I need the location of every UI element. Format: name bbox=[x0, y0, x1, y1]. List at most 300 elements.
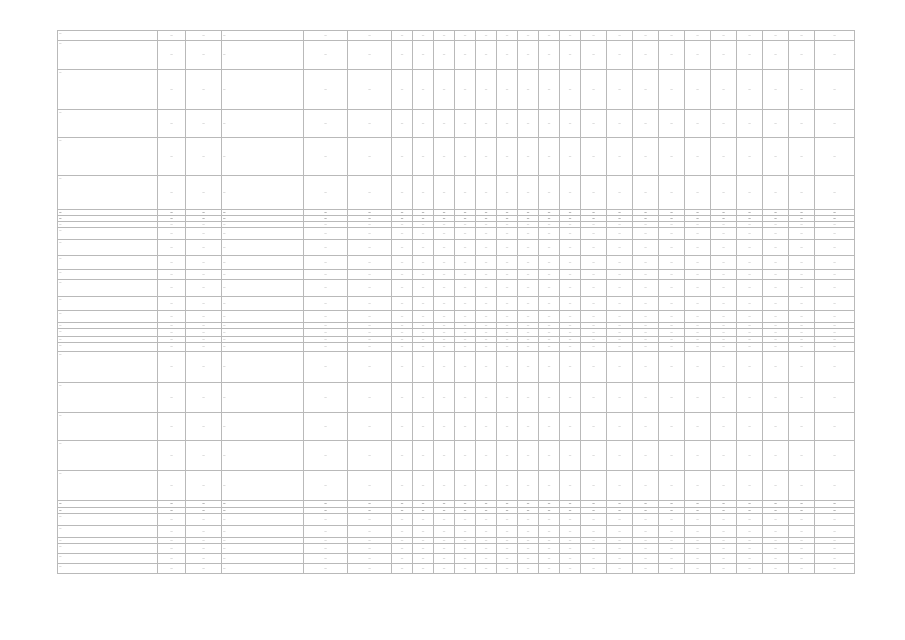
table-cell: — bbox=[186, 216, 222, 222]
table-cell: — bbox=[434, 222, 455, 228]
table-cell: — bbox=[815, 297, 855, 311]
table-cell: — bbox=[58, 514, 158, 526]
table-cell: — bbox=[158, 441, 186, 471]
table-cell: — bbox=[304, 323, 348, 329]
table-cell: — bbox=[518, 501, 539, 508]
table-cell: — bbox=[581, 31, 607, 41]
table-cell: — bbox=[539, 343, 560, 352]
table-cell: — bbox=[815, 471, 855, 501]
table-cell: — bbox=[815, 352, 855, 383]
table-cell: — bbox=[560, 337, 581, 343]
table-cell: — bbox=[685, 538, 711, 544]
table-cell: — bbox=[607, 554, 633, 564]
table-cell: — bbox=[737, 70, 763, 110]
data-table bbox=[57, 30, 855, 574]
table-cell: — bbox=[392, 176, 413, 210]
table-cell: — bbox=[497, 383, 518, 413]
table-cell: — bbox=[711, 70, 737, 110]
table-row bbox=[58, 544, 855, 554]
table-cell: — bbox=[158, 501, 186, 508]
table-cell: — bbox=[539, 138, 560, 176]
table-cell: — bbox=[560, 222, 581, 228]
table-cell: — bbox=[392, 554, 413, 564]
table-cell: — bbox=[413, 508, 434, 514]
table-cell: — bbox=[158, 337, 186, 343]
table-cell: — bbox=[539, 110, 560, 138]
table-cell: — bbox=[58, 441, 158, 471]
table-cell: — bbox=[789, 280, 815, 297]
table-cell: — bbox=[434, 329, 455, 337]
table-cell: — bbox=[434, 210, 455, 216]
table-cell: — bbox=[58, 210, 158, 216]
table-cell: — bbox=[581, 138, 607, 176]
table-cell: — bbox=[711, 538, 737, 544]
table-cell: — bbox=[685, 228, 711, 240]
table-cell: — bbox=[392, 41, 413, 70]
table-cell: — bbox=[711, 337, 737, 343]
table-cell: — bbox=[58, 240, 158, 256]
table-cell: — bbox=[186, 138, 222, 176]
table-cell: — bbox=[348, 222, 392, 228]
table-cell: — bbox=[560, 329, 581, 337]
table-cell: — bbox=[392, 323, 413, 329]
table-cell: — bbox=[392, 441, 413, 471]
table-cell: — bbox=[413, 228, 434, 240]
table-cell: — bbox=[607, 297, 633, 311]
table-cell: — bbox=[518, 564, 539, 574]
table-cell: — bbox=[392, 526, 413, 538]
table-cell: — bbox=[158, 110, 186, 138]
table-cell: — bbox=[815, 526, 855, 538]
table-cell: — bbox=[633, 329, 659, 337]
table-cell: — bbox=[497, 526, 518, 538]
table-cell: — bbox=[815, 256, 855, 270]
table-cell: — bbox=[455, 222, 476, 228]
table-cell: — bbox=[348, 352, 392, 383]
table-cell: — bbox=[455, 526, 476, 538]
table-cell: — bbox=[476, 216, 497, 222]
table-cell: — bbox=[304, 337, 348, 343]
table-cell: — bbox=[518, 323, 539, 329]
table-cell: — bbox=[413, 138, 434, 176]
table-cell: — bbox=[455, 110, 476, 138]
table-cell: — bbox=[304, 514, 348, 526]
table-cell: — bbox=[711, 41, 737, 70]
table-cell: — bbox=[815, 343, 855, 352]
table-cell: — bbox=[560, 343, 581, 352]
table-cell: — bbox=[539, 383, 560, 413]
table-row bbox=[58, 501, 855, 508]
table-cell: — bbox=[348, 538, 392, 544]
table-cell: — bbox=[158, 514, 186, 526]
table-cell: — bbox=[789, 256, 815, 270]
table-cell: — bbox=[518, 508, 539, 514]
table-cell: — bbox=[413, 501, 434, 508]
table-cell: — bbox=[685, 70, 711, 110]
table-cell: — bbox=[497, 544, 518, 554]
table-cell: — bbox=[455, 564, 476, 574]
table-cell: — bbox=[518, 343, 539, 352]
table-cell: — bbox=[711, 501, 737, 508]
table-cell: — bbox=[685, 501, 711, 508]
table-cell: — bbox=[476, 280, 497, 297]
table-cell: — bbox=[222, 564, 304, 574]
table-cell: — bbox=[633, 228, 659, 240]
table-cell: — bbox=[518, 31, 539, 41]
table-cell: — bbox=[737, 210, 763, 216]
table-cell: — bbox=[497, 413, 518, 441]
table-cell: — bbox=[539, 337, 560, 343]
table-cell: — bbox=[607, 352, 633, 383]
table-cell: — bbox=[763, 31, 789, 41]
table-cell: — bbox=[476, 270, 497, 280]
table-cell: — bbox=[659, 280, 685, 297]
table-cell: — bbox=[304, 538, 348, 544]
table-cell: — bbox=[58, 337, 158, 343]
table-cell: — bbox=[789, 228, 815, 240]
table-cell: — bbox=[711, 270, 737, 280]
table-cell: — bbox=[58, 329, 158, 337]
table-cell: — bbox=[304, 544, 348, 554]
table-cell: — bbox=[607, 216, 633, 222]
table-cell: — bbox=[560, 110, 581, 138]
table-cell: — bbox=[789, 343, 815, 352]
table-cell: — bbox=[607, 311, 633, 323]
table-cell: — bbox=[763, 441, 789, 471]
table-cell: — bbox=[560, 413, 581, 441]
table-cell: — bbox=[434, 216, 455, 222]
table-cell: — bbox=[413, 564, 434, 574]
table-cell: — bbox=[158, 256, 186, 270]
table-cell: — bbox=[815, 323, 855, 329]
table-cell: — bbox=[560, 240, 581, 256]
table-cell: — bbox=[158, 544, 186, 554]
table-cell: — bbox=[815, 228, 855, 240]
table-cell: — bbox=[58, 352, 158, 383]
table-cell: — bbox=[58, 216, 158, 222]
table-cell: — bbox=[186, 514, 222, 526]
table-cell: — bbox=[581, 564, 607, 574]
table-cell: — bbox=[413, 222, 434, 228]
table-cell: — bbox=[348, 564, 392, 574]
table-cell: — bbox=[659, 337, 685, 343]
table-cell: — bbox=[434, 228, 455, 240]
table-cell: — bbox=[434, 544, 455, 554]
table-cell: — bbox=[222, 138, 304, 176]
table-cell: — bbox=[58, 176, 158, 210]
table-cell: — bbox=[539, 216, 560, 222]
table-cell: — bbox=[763, 270, 789, 280]
table-cell: — bbox=[476, 554, 497, 564]
table-cell: — bbox=[392, 337, 413, 343]
table-cell: — bbox=[497, 256, 518, 270]
table-cell: — bbox=[186, 270, 222, 280]
table-cell: — bbox=[186, 31, 222, 41]
table-cell: — bbox=[348, 471, 392, 501]
table-cell: — bbox=[560, 526, 581, 538]
table-cell: — bbox=[815, 564, 855, 574]
table-cell: — bbox=[434, 564, 455, 574]
table-cell: — bbox=[711, 240, 737, 256]
table-cell: — bbox=[392, 514, 413, 526]
table-cell: — bbox=[186, 343, 222, 352]
table-row bbox=[58, 70, 855, 110]
table-cell: — bbox=[789, 441, 815, 471]
table-cell: — bbox=[222, 270, 304, 280]
table-cell: — bbox=[737, 413, 763, 441]
table-cell: — bbox=[348, 514, 392, 526]
table-cell: — bbox=[392, 343, 413, 352]
table-cell: — bbox=[633, 441, 659, 471]
table-row bbox=[58, 297, 855, 311]
table-cell: — bbox=[58, 222, 158, 228]
table-cell: — bbox=[304, 383, 348, 413]
table-cell: — bbox=[763, 554, 789, 564]
table-cell: — bbox=[581, 514, 607, 526]
table-cell: — bbox=[633, 311, 659, 323]
table-cell: — bbox=[434, 538, 455, 544]
table-cell: — bbox=[539, 210, 560, 216]
table-cell: — bbox=[659, 501, 685, 508]
table-cell: — bbox=[607, 280, 633, 297]
table-cell: — bbox=[455, 329, 476, 337]
table-cell: — bbox=[711, 383, 737, 413]
table-cell: — bbox=[186, 337, 222, 343]
table-cell: — bbox=[659, 554, 685, 564]
table-cell: — bbox=[815, 240, 855, 256]
table-cell: — bbox=[560, 176, 581, 210]
table-cell: — bbox=[186, 70, 222, 110]
table-cell: — bbox=[222, 228, 304, 240]
table-cell: — bbox=[659, 564, 685, 574]
table-cell: — bbox=[685, 383, 711, 413]
table-cell: — bbox=[497, 176, 518, 210]
table-cell: — bbox=[222, 256, 304, 270]
table-cell: — bbox=[222, 337, 304, 343]
table-cell: — bbox=[222, 471, 304, 501]
table-cell: — bbox=[815, 110, 855, 138]
table-cell: — bbox=[455, 216, 476, 222]
table-cell: — bbox=[737, 280, 763, 297]
table-cell: — bbox=[158, 508, 186, 514]
table-cell: — bbox=[659, 222, 685, 228]
table-cell: — bbox=[434, 138, 455, 176]
table-cell: — bbox=[659, 176, 685, 210]
table-cell: — bbox=[737, 441, 763, 471]
table-cell: — bbox=[434, 176, 455, 210]
table-cell: — bbox=[815, 383, 855, 413]
table-cell: — bbox=[560, 297, 581, 311]
table-cell: — bbox=[497, 508, 518, 514]
table-cell: — bbox=[413, 352, 434, 383]
table-cell: — bbox=[560, 508, 581, 514]
table-cell: — bbox=[815, 514, 855, 526]
table-cell: — bbox=[304, 311, 348, 323]
table-cell: — bbox=[434, 441, 455, 471]
table-cell: — bbox=[476, 337, 497, 343]
table-cell: — bbox=[737, 383, 763, 413]
table-cell: — bbox=[497, 564, 518, 574]
table-cell: — bbox=[518, 240, 539, 256]
table-cell: — bbox=[633, 323, 659, 329]
table-cell: — bbox=[58, 554, 158, 564]
table-cell: — bbox=[659, 256, 685, 270]
table-cell: — bbox=[58, 564, 158, 574]
table-cell: — bbox=[633, 337, 659, 343]
table-cell: — bbox=[789, 526, 815, 538]
table-cell: — bbox=[581, 70, 607, 110]
table-cell: — bbox=[560, 31, 581, 41]
table-cell: — bbox=[518, 514, 539, 526]
table-row bbox=[58, 526, 855, 538]
table-cell: — bbox=[434, 270, 455, 280]
table-cell: — bbox=[633, 471, 659, 501]
table-cell: — bbox=[659, 228, 685, 240]
table-cell: — bbox=[607, 70, 633, 110]
table-cell: — bbox=[560, 441, 581, 471]
table-cell: — bbox=[392, 564, 413, 574]
table-row bbox=[58, 110, 855, 138]
table-cell: — bbox=[685, 514, 711, 526]
table-cell: — bbox=[815, 544, 855, 554]
table-cell: — bbox=[455, 538, 476, 544]
table-cell: — bbox=[497, 138, 518, 176]
table-cell: — bbox=[392, 280, 413, 297]
table-cell: — bbox=[348, 70, 392, 110]
table-cell: — bbox=[413, 383, 434, 413]
table-cell: — bbox=[607, 323, 633, 329]
table-cell: — bbox=[476, 413, 497, 441]
table-cell: — bbox=[607, 526, 633, 538]
table-cell: — bbox=[581, 508, 607, 514]
table-cell: — bbox=[455, 514, 476, 526]
table-cell: — bbox=[685, 270, 711, 280]
table-cell: — bbox=[539, 508, 560, 514]
table-cell: — bbox=[348, 297, 392, 311]
table-cell: — bbox=[434, 383, 455, 413]
table-cell: — bbox=[186, 329, 222, 337]
table-cell: — bbox=[607, 413, 633, 441]
table-cell: — bbox=[711, 228, 737, 240]
table-cell: — bbox=[434, 471, 455, 501]
table-cell: — bbox=[711, 508, 737, 514]
table-cell: — bbox=[497, 228, 518, 240]
table-cell: — bbox=[581, 526, 607, 538]
table-cell: — bbox=[560, 216, 581, 222]
table-cell: — bbox=[518, 544, 539, 554]
table-cell: — bbox=[348, 256, 392, 270]
table-cell: — bbox=[222, 554, 304, 564]
table-cell: — bbox=[476, 222, 497, 228]
table-cell: — bbox=[348, 501, 392, 508]
table-cell: — bbox=[560, 352, 581, 383]
table-cell: — bbox=[476, 31, 497, 41]
table-cell: — bbox=[607, 210, 633, 216]
table-cell: — bbox=[58, 343, 158, 352]
table-cell: — bbox=[789, 222, 815, 228]
table-cell: — bbox=[413, 31, 434, 41]
table-cell: — bbox=[789, 240, 815, 256]
table-cell: — bbox=[815, 41, 855, 70]
table-cell: — bbox=[222, 240, 304, 256]
table-cell: — bbox=[685, 240, 711, 256]
table-cell: — bbox=[763, 256, 789, 270]
table-cell: — bbox=[560, 564, 581, 574]
table-cell: — bbox=[413, 210, 434, 216]
table-cell: — bbox=[158, 176, 186, 210]
table-cell: — bbox=[815, 216, 855, 222]
table-cell: — bbox=[539, 538, 560, 544]
table-cell: — bbox=[711, 329, 737, 337]
table-cell: — bbox=[815, 270, 855, 280]
table-cell: — bbox=[815, 337, 855, 343]
table-cell: — bbox=[222, 508, 304, 514]
table-cell: — bbox=[633, 240, 659, 256]
table-cell: — bbox=[581, 329, 607, 337]
table-cell: — bbox=[711, 441, 737, 471]
table-cell: — bbox=[815, 210, 855, 216]
table-cell: — bbox=[158, 352, 186, 383]
table-cell: — bbox=[413, 240, 434, 256]
table-cell: — bbox=[158, 70, 186, 110]
table-cell: — bbox=[789, 138, 815, 176]
table-cell: — bbox=[304, 222, 348, 228]
table-cell: — bbox=[659, 329, 685, 337]
table-cell: — bbox=[455, 31, 476, 41]
table-cell: — bbox=[539, 270, 560, 280]
table-cell: — bbox=[518, 70, 539, 110]
table-cell: — bbox=[348, 526, 392, 538]
table-cell: — bbox=[186, 383, 222, 413]
table-cell: — bbox=[476, 311, 497, 323]
table-cell: — bbox=[392, 256, 413, 270]
table-cell: — bbox=[815, 70, 855, 110]
table-cell: — bbox=[222, 311, 304, 323]
table-cell: — bbox=[348, 138, 392, 176]
table-cell: — bbox=[455, 228, 476, 240]
table-cell: — bbox=[476, 508, 497, 514]
table-cell: — bbox=[737, 514, 763, 526]
table-row bbox=[58, 343, 855, 352]
table-cell: — bbox=[476, 70, 497, 110]
table-cell: — bbox=[539, 329, 560, 337]
table-row bbox=[58, 383, 855, 413]
table-cell: — bbox=[581, 311, 607, 323]
table-cell: — bbox=[186, 110, 222, 138]
table-cell: — bbox=[581, 554, 607, 564]
table-cell: — bbox=[789, 337, 815, 343]
table-cell: — bbox=[815, 222, 855, 228]
table-cell: — bbox=[518, 216, 539, 222]
table-cell: — bbox=[348, 210, 392, 216]
table-cell: — bbox=[737, 526, 763, 538]
table-cell: — bbox=[789, 70, 815, 110]
table-cell: — bbox=[455, 256, 476, 270]
table-cell: — bbox=[392, 297, 413, 311]
table-cell: — bbox=[476, 526, 497, 538]
table-cell: — bbox=[434, 343, 455, 352]
table-cell: — bbox=[560, 311, 581, 323]
table-cell: — bbox=[434, 554, 455, 564]
table-cell: — bbox=[518, 222, 539, 228]
table-cell: — bbox=[539, 176, 560, 210]
table-cell: — bbox=[633, 544, 659, 554]
table-cell: — bbox=[607, 138, 633, 176]
table-cell: — bbox=[518, 297, 539, 311]
table-cell: — bbox=[392, 216, 413, 222]
table-cell: — bbox=[186, 222, 222, 228]
table-cell: — bbox=[581, 441, 607, 471]
